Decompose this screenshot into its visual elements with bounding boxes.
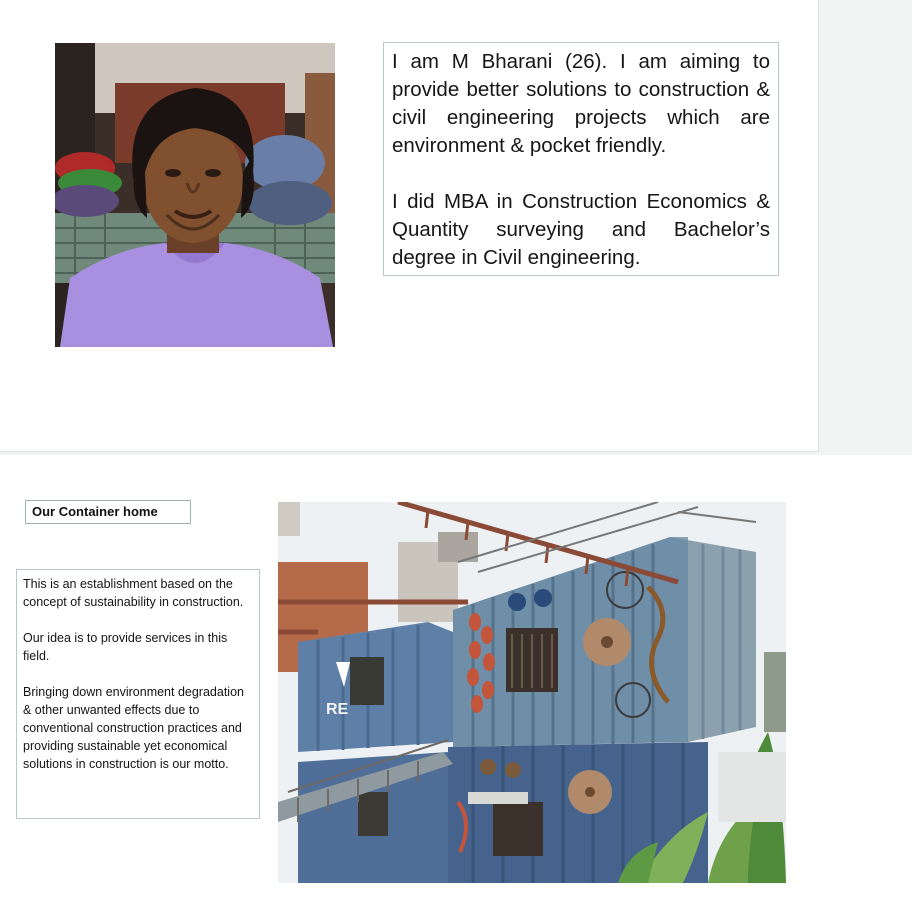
description-text-box [16,569,260,819]
bio-paragraph: I am M Bharani (26). I am aiming to provide better solutions to construction & civil engineering projects which are environment & pocket friendly. [392,50,770,157]
container-home-slide [0,455,912,905]
bio-text-box [383,42,779,276]
container-sign-text: RE [326,701,349,718]
portrait-photo [55,43,335,347]
bio-paragraph: I did MBA in Construction Economics & Quantity surveying and Bachelor’s degree in Civil engineering. [392,190,770,269]
person-portrait-illustration [55,43,335,347]
description-paragraph: Our idea is to provide services in this field. [23,631,228,663]
profile-slide [0,0,819,452]
description-paragraph: This is an establishment based on the concept of sustainability in construction. [23,577,244,609]
section-heading: Our Container home [25,500,191,524]
container-home-photo [278,502,786,883]
container-home-illustration [278,502,786,883]
description-paragraph: Bringing down environment degradation & other unwanted effects due to conventional construction practices and providing sustainable yet economical solutions in construction is our motto. [23,685,244,771]
